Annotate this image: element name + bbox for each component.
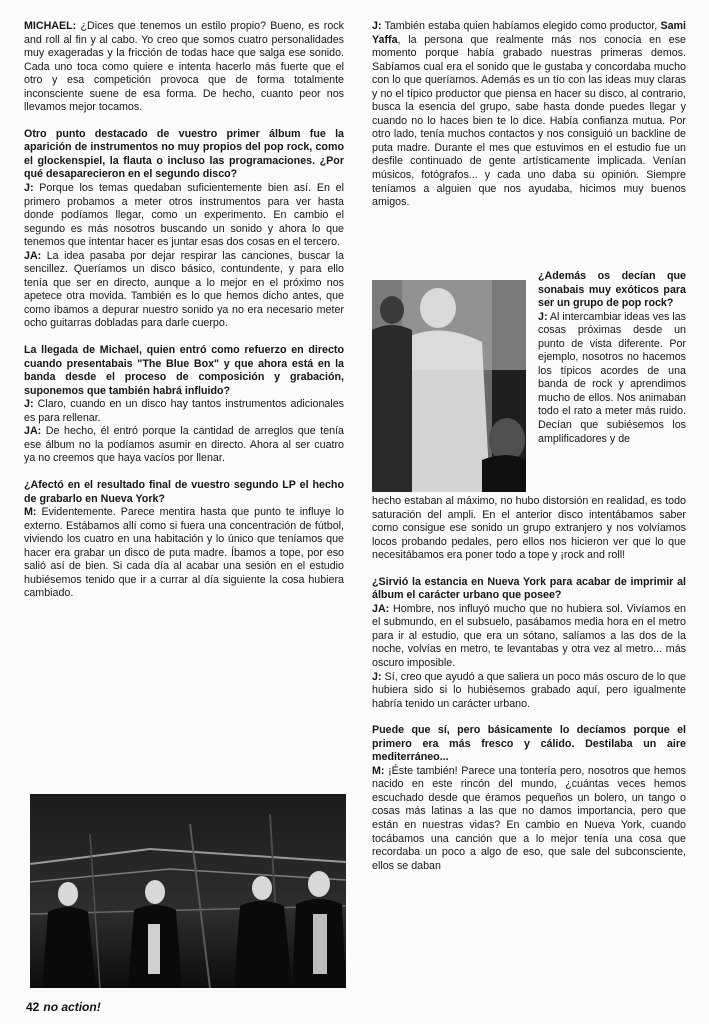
paragraph bbox=[372, 603, 686, 671]
interview-question: La llegada de Michael, quien entró como refuerzo en directo cuando presentabais "The Blue Box" y que ahora está en la banda desde el proceso de composición y grabación, suponemos que también habrá influido? bbox=[24, 344, 344, 397]
answer-text: Claro, cuando en un disco hay tantos instrumentos adicionales es para rellenar. bbox=[24, 398, 344, 424]
answer-text: La idea pasaba por dejar respirar las canciones, buscar la sencillez. Queríamos un disco básico, contundente, y para ello tenía que ser en directo, aunque a lo mejor en el próximo nos apetece otra movida. También es lo que hemos dicho antes, que como íbamos a depurar nuestro sonido ya no era necesario meter ocho guitarras dobladas para darle cuerpo. bbox=[24, 249, 344, 330]
page-footer bbox=[26, 1000, 101, 1014]
paragraph bbox=[24, 20, 344, 115]
paragraph bbox=[24, 182, 344, 250]
speaker-label: J: bbox=[24, 182, 34, 195]
answer-text: , la persona que realmente más nos conocía en ese momento porque había grabado nuestras primeras demos. Sabíamos cual era el sonido que le gustaba y concordaba mucho con lo que queríamos. Además es un tío con las ideas muy claras y no el típico productor que piensa en hacer su disco, al contrario, busca la esencia del grupo, sabe hasta donde puedes llegar y cuando no lo haces bien te lo dice. Había confianza mutua. Por otro lado, tenía muchos contactos y nos consiguió un backline de puta madre. Durante el mes que estuvimos en el estudio fue un desfile continuado de gente artísticamente implicada. Venían músicos, fotógrafos... y cada uno daba su opinión. Siempre teníamos a alguien que nos ayudaba, hicimos muy buenos amigos. bbox=[372, 33, 686, 209]
producer-name: Sami Yaffa bbox=[372, 20, 686, 46]
left-column bbox=[24, 20, 344, 601]
interview-question: ¿Afectó en el resultado final de vuestro segundo LP el hecho de grabarlo en Nueva York? bbox=[24, 478, 344, 505]
answer-text: Al intercambiar ideas ves las cosas próximas desde un punto de vista diferente. Por ejemplo, nosotros no hacemos los típicos acordes de una banda de rock y aprendimos mucho de ellos. Nos animaban todo el rato a meter más ruido. Decían que subiésemos los amplificadores y de bbox=[538, 310, 686, 445]
answer-text: ¿Dices que tenemos un estilo propio? Bueno, es rock and roll al fin y al cabo. Yo creo que somos cuatro personalidades muy exageradas y la fricción de todas hace que salga ese sonido. Cada uno toca como quiere e intenta hacerlo más fuerte que el otro y esa competición provoca que de forma totalmente inconsciente suene de esa forma. De hecho, cuanto peor nos llevamos mejor tocamos. bbox=[24, 20, 344, 114]
answer-text: Evidentemente. Parece mentira hasta que punto te influye lo externo. Estábamos allí como si fuera una concentración de fútbol, viviendo los cuatro en una habitación y lo único que teníamos que hacer era grabar un disco de puta madre. Íbamos a tope, por eso salió así de bien. Si cada día al acabar una sesión en el estudio hubiésemos tenido que ir a currar al día siguiente la cosa hubiera cambiado. bbox=[24, 506, 344, 600]
speaker-label: J: bbox=[372, 20, 382, 32]
answer-text: Sí, creo que ayudó a que saliera un poco más oscuro de lo que hubiera sido si lo hubiésemos grabado aquí, pero igualmente habría tenido un carácter urbano. bbox=[372, 670, 686, 710]
paragraph bbox=[538, 311, 686, 446]
speaker-label: MICHAEL: bbox=[24, 20, 77, 32]
answer-text: Hombre, nos influyó mucho que no hubiera sol. Vivíamos en el submundo, en el subsuelo, pasábamos media hora en el metro para ir al estudio, que era un sótano, salíamos a las dos de la noche, volvías en metro, te levantabas y otra vez al metro... más oscuro imposible. bbox=[372, 602, 686, 670]
page-number: 42 bbox=[26, 1000, 40, 1014]
photo-side-column bbox=[538, 270, 686, 446]
portrait-photo bbox=[372, 280, 526, 492]
answer-text: También estaba quien habíamos elegido como productor, bbox=[381, 20, 661, 32]
interview-question: Otro punto destacado de vuestro primer álbum fue la aparición de instrumentos no muy propios del pop rock, como el glockenspiel, la flauta o incluso las programaciones. ¿Por qué desaparecieron en el segundo disco? bbox=[24, 127, 344, 181]
speaker-label: JA: bbox=[24, 249, 42, 262]
interview-question: Puede que sí, pero básicamente lo decíamos porque el primero era más fresco y cálido. Destilaba un aire mediterráneo... bbox=[372, 724, 686, 764]
paragraph bbox=[372, 765, 686, 873]
band-photo-graphic bbox=[30, 794, 346, 988]
paragraph bbox=[24, 425, 344, 466]
interview-question: ¿Sirvió la estancia en Nueva York para acabar de imprimir al álbum el carácter urbano que posee? bbox=[372, 575, 686, 602]
speaker-label: J: bbox=[538, 310, 548, 323]
speaker-label: JA: bbox=[372, 602, 390, 615]
paragraph bbox=[24, 398, 344, 425]
band-photo bbox=[30, 794, 346, 988]
speaker-label: JA: bbox=[24, 425, 42, 438]
paragraph bbox=[372, 671, 686, 712]
speaker-label: J: bbox=[24, 398, 34, 411]
paragraph bbox=[372, 20, 686, 210]
answer-text: De hecho, él entró porque la cantidad de arreglos que tenía ese álbum no la podíamos asumir en directo. Ahora al ser cuatro ya no creemos que haya vacíos por llenar. bbox=[24, 425, 344, 465]
paragraph bbox=[24, 506, 344, 601]
speaker-label: M: bbox=[372, 764, 385, 777]
magazine-name: no action! bbox=[43, 1000, 101, 1014]
answer-text: ¡Éste también! Parece una tontería pero, nosotros que hemos nacido en este rincón del mundo, ¿cuántas veces hemos escuchado desde que éramos pequeños un bolero, un tango o cosas más latinas a las que no damos importancia, pero que están en nuestras vidas? En cambio en Nueva York, cuando tocábamos una canción que a lo mejor tenía una cosa que recordaba un poco a algo de eso, que sale del subconsciente, ellos se daban bbox=[372, 764, 686, 872]
right-column bbox=[372, 20, 686, 210]
answer-continuation: hecho estaban al máximo, no hubo distorsión en realidad, es todo saturación del ampli. En el anterior disco intentábamos saber como consigue ese sonido un grupo extranjero y nos volvíamos locos probando pedales, pero ellos nos hicieron ver que lo que necesitábamos era poner todo a tope y ¡rock and roll! bbox=[372, 495, 686, 562]
right-column-lower bbox=[372, 495, 686, 873]
answer-text: Porque los temas quedaban suficientemente bien así. En el primero probamos a meter otros instrumentos para ver hasta donde podíamos llegar, como un experimento. En cambio el segundo es más nosotros buscando un sonido y ahora lo que tenemos que intentar hacer es juntar esas dos cosas en el tercero. bbox=[24, 182, 344, 249]
speaker-label: M: bbox=[24, 506, 37, 519]
interview-question: ¿Además os decían que sonabais muy exóticos para ser un grupo de pop rock? bbox=[538, 270, 686, 310]
paragraph bbox=[24, 250, 344, 331]
speaker-label: J: bbox=[372, 670, 382, 683]
portrait-photo-graphic bbox=[372, 280, 526, 492]
